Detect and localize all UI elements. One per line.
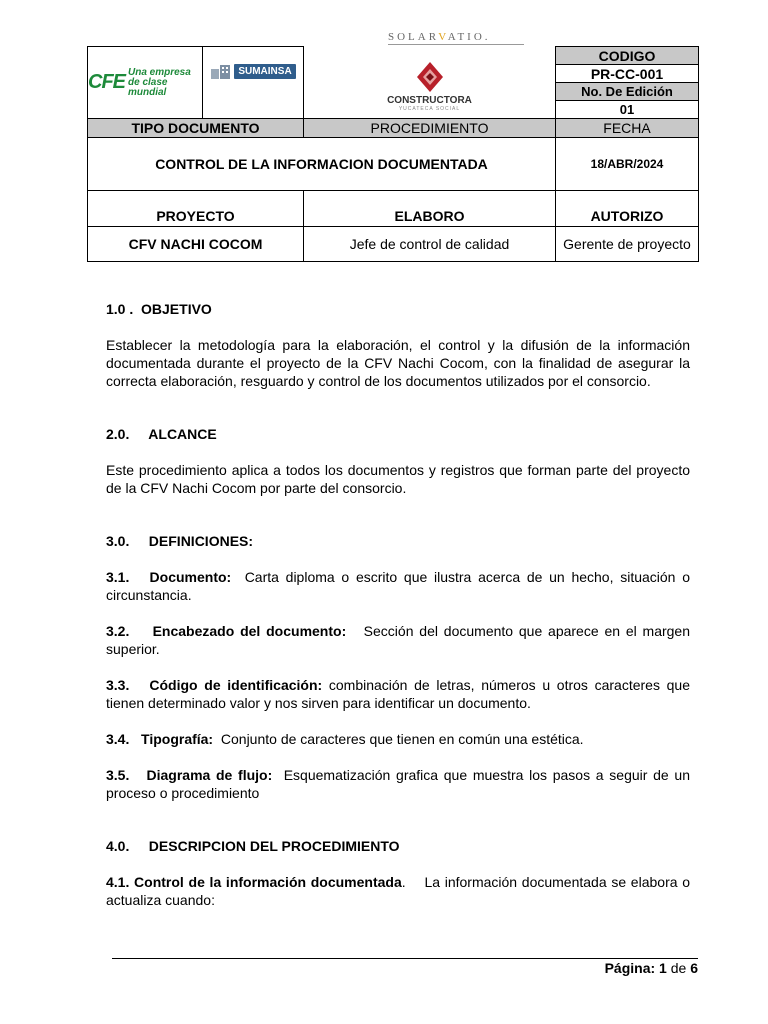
section-1-text: Establecer la metodología para la elaboración, el control y la difusión de la información documentada durante el proyecto de la CFV Nachi Cocom, con la finalidad de asegurar la correcta elaboración, resguardo y control de los documentos utilizados por el consorcio. xyxy=(106,337,690,389)
brand-text: SOLAR xyxy=(388,31,439,43)
codigo-label: CODIGO xyxy=(556,47,699,65)
document-header-table xyxy=(87,46,699,262)
brand-text-end: ATIO. xyxy=(447,31,491,43)
section-4-1-text: . La información documentada se elabora o actualiza cuando: xyxy=(106,874,694,908)
definition-3-2 xyxy=(106,622,694,658)
document-body xyxy=(106,300,694,909)
sumainsa-label: SUMAINSA xyxy=(234,64,295,79)
edicion-value: 01 xyxy=(556,101,699,119)
definition-3-4 xyxy=(106,730,690,748)
edicion-label: No. De Edición xyxy=(556,83,699,101)
proyecto-label: PROYECTO xyxy=(88,191,304,227)
section-4-1 xyxy=(106,873,694,909)
section-2-text: Este procedimiento aplica a todos los documentos y registros que forman parte del proyecto de la CFV Nachi Cocom por parte del consorcio. xyxy=(106,462,690,496)
constructora-logo xyxy=(304,47,556,119)
definition-text: Conjunto de caracteres que tienen en común una estética. xyxy=(213,731,584,747)
autorizo-value: Gerente de proyecto xyxy=(556,227,699,262)
footer-divider xyxy=(112,958,698,959)
section-4-1-term: 4.1. Control de la información documentada xyxy=(106,874,402,890)
cfe-mark: CFE xyxy=(88,71,125,93)
cfe-tagline-2: de clase mundial xyxy=(128,76,168,98)
brand-accent: V xyxy=(438,31,448,43)
codigo-value: PR-CC-001 xyxy=(556,65,699,83)
definition-text: combinación de letras, números u otros caracteres que tienen determinado valor y nos sirven para identificar un documento. xyxy=(106,677,694,711)
definition-text: Carta diploma o escrito que ilustra acerca de un hecho, situación o circunstancia. xyxy=(106,569,694,603)
definition-term: 3.3. Código de identificación: xyxy=(106,677,323,693)
definition-text: Sección del documento que aparece en el margen superior. xyxy=(106,623,694,657)
brand-underline xyxy=(388,44,524,45)
proyecto-value: CFV NACHI COCOM xyxy=(88,227,304,262)
solarvatio-logo xyxy=(388,31,528,43)
page-of: de xyxy=(670,960,687,976)
section-3-heading: 3.0. DEFINICIONES: xyxy=(106,533,254,549)
tipo-documento-value: PROCEDIMIENTO xyxy=(304,119,556,138)
cfe-tagline-1: Una empresa xyxy=(128,66,191,78)
fecha-label: FECHA xyxy=(556,119,699,138)
cfe-tagline xyxy=(128,68,202,98)
definition-text: Esquematización grafica que muestra los pasos a seguir de un proceso o procedimiento xyxy=(106,767,694,801)
page-current: 1 xyxy=(659,960,667,976)
definition-3-1 xyxy=(106,568,694,604)
section-1-heading: 1.0 . OBJETIVO xyxy=(106,301,212,317)
building-icon xyxy=(210,63,232,79)
definition-3-5 xyxy=(106,766,694,802)
constructora-name: CONSTRUCTORA xyxy=(387,94,472,106)
document-title: CONTROL DE LA INFORMACION DOCUMENTADA xyxy=(88,138,556,191)
fecha-value: 18/ABR/2024 xyxy=(556,138,699,191)
definition-term: 3.2. Encabezado del documento: xyxy=(106,623,347,639)
section-4-heading: 4.0. DESCRIPCION DEL PROCEDIMIENTO xyxy=(106,838,400,854)
sumainsa-logo xyxy=(203,47,304,119)
definition-term: 3.1. Documento: xyxy=(106,569,232,585)
definition-term: 3.4. Tipografía: xyxy=(106,731,214,747)
page-label: Página: xyxy=(604,960,656,976)
elaboro-label: ELABORO xyxy=(304,191,556,227)
diamond-logo-icon xyxy=(416,61,444,93)
tipo-documento-label: TIPO DOCUMENTO xyxy=(88,119,304,138)
page-number xyxy=(605,960,698,976)
cfe-logo xyxy=(88,47,203,119)
constructora-subtitle: YUCATECA SOCIAL xyxy=(398,105,461,112)
definition-3-3 xyxy=(106,676,694,712)
page-total: 6 xyxy=(690,960,698,976)
elaboro-value: Jefe de control de calidad xyxy=(304,227,556,262)
definition-term: 3.5. Diagrama de flujo: xyxy=(106,767,273,783)
section-2-heading: 2.0. ALCANCE xyxy=(106,426,217,442)
autorizo-label: AUTORIZO xyxy=(556,191,699,227)
